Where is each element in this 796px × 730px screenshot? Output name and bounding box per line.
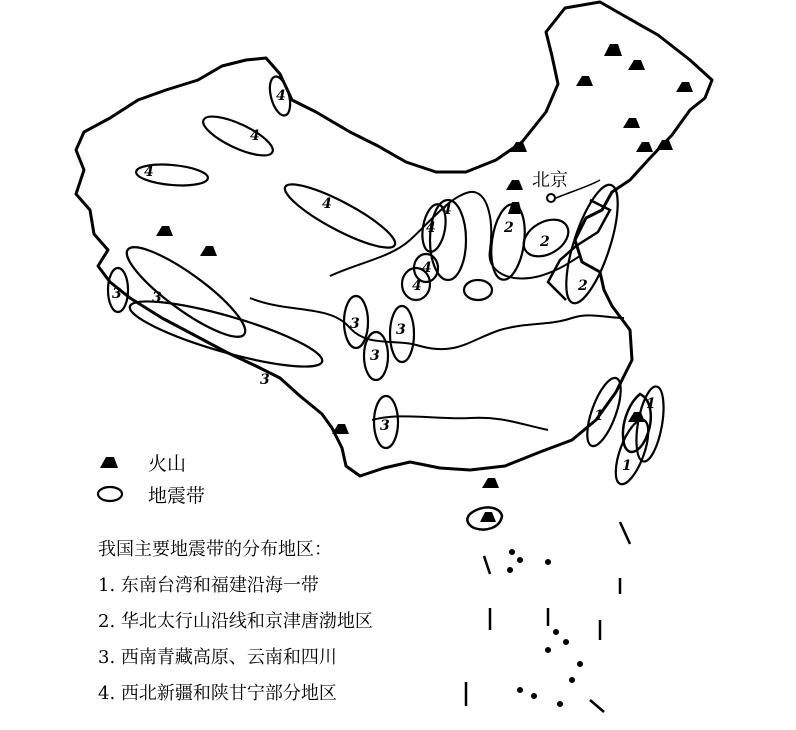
seismic-zone-description [98, 532, 518, 712]
zone-label: 1 [646, 396, 656, 412]
quake-belt-4-tianshan-west [198, 109, 277, 163]
zone-label: 3 [370, 348, 380, 364]
quake-belt-2-bohai [556, 179, 629, 308]
zone-label: 4 [144, 164, 154, 180]
description-item: 1. 东南台湾和福建沿海一带 [98, 575, 319, 596]
zone-label: 3 [350, 316, 360, 332]
quake-belt-1-fujian [580, 374, 627, 450]
zone-label: 2 [578, 278, 588, 294]
zone-label: 4 [422, 260, 432, 276]
quake-belt-icon [98, 487, 122, 501]
volcano-icon [482, 478, 499, 488]
zone-label: 1 [622, 458, 632, 474]
description-item: 2. 华北太行山沿线和京津唐渤地区 [98, 611, 373, 632]
volcano-icon [332, 424, 349, 434]
zone-label: 3 [380, 418, 390, 434]
volcano-icon [628, 60, 645, 70]
volcano-icon [156, 226, 173, 236]
volcano-icon [200, 246, 217, 256]
quake-belt-4-hexi [279, 175, 402, 258]
zone-label: 3 [260, 372, 270, 388]
zone-label: 4 [412, 278, 422, 294]
volcano-icon [100, 457, 118, 468]
zone-label: 3 [152, 290, 162, 306]
zone-label: 4 [322, 196, 332, 212]
legend [98, 453, 205, 507]
zone-label: 3 [112, 286, 122, 302]
zone-label: 2 [504, 220, 514, 236]
description-item: 3. 西南青藏高原、云南和四川 [98, 647, 337, 668]
zone-label: 4 [250, 128, 260, 144]
volcano-icon [636, 142, 653, 152]
zone-label: 2 [540, 234, 550, 250]
legend-volcano-label: 火山 [148, 453, 187, 475]
volcano-icon [656, 140, 673, 150]
zone-label: 4 [276, 88, 286, 104]
description-item: 4. 西北新疆和陕甘宁部分地区 [98, 683, 337, 704]
beijing-label: 北京 [532, 170, 568, 191]
zone-labels [112, 88, 656, 474]
volcano-icon [576, 76, 593, 86]
yangtze-river [250, 298, 624, 349]
volcano-icon [506, 180, 523, 190]
volcano-icon [604, 44, 622, 56]
beijing-marker [532, 170, 600, 202]
description-heading: 我国主要地震带的分布地区： [98, 539, 332, 560]
legend-quake-belt-label: 地震带 [148, 485, 206, 507]
volcano-icon [676, 82, 693, 92]
zone-label: 3 [396, 322, 406, 338]
zone-label: 4 [426, 220, 436, 236]
quake-belt-2-shandong [464, 280, 492, 300]
zone-label: 4 [442, 202, 452, 218]
volcano-icon [623, 118, 640, 128]
zone-label: 1 [594, 408, 604, 424]
